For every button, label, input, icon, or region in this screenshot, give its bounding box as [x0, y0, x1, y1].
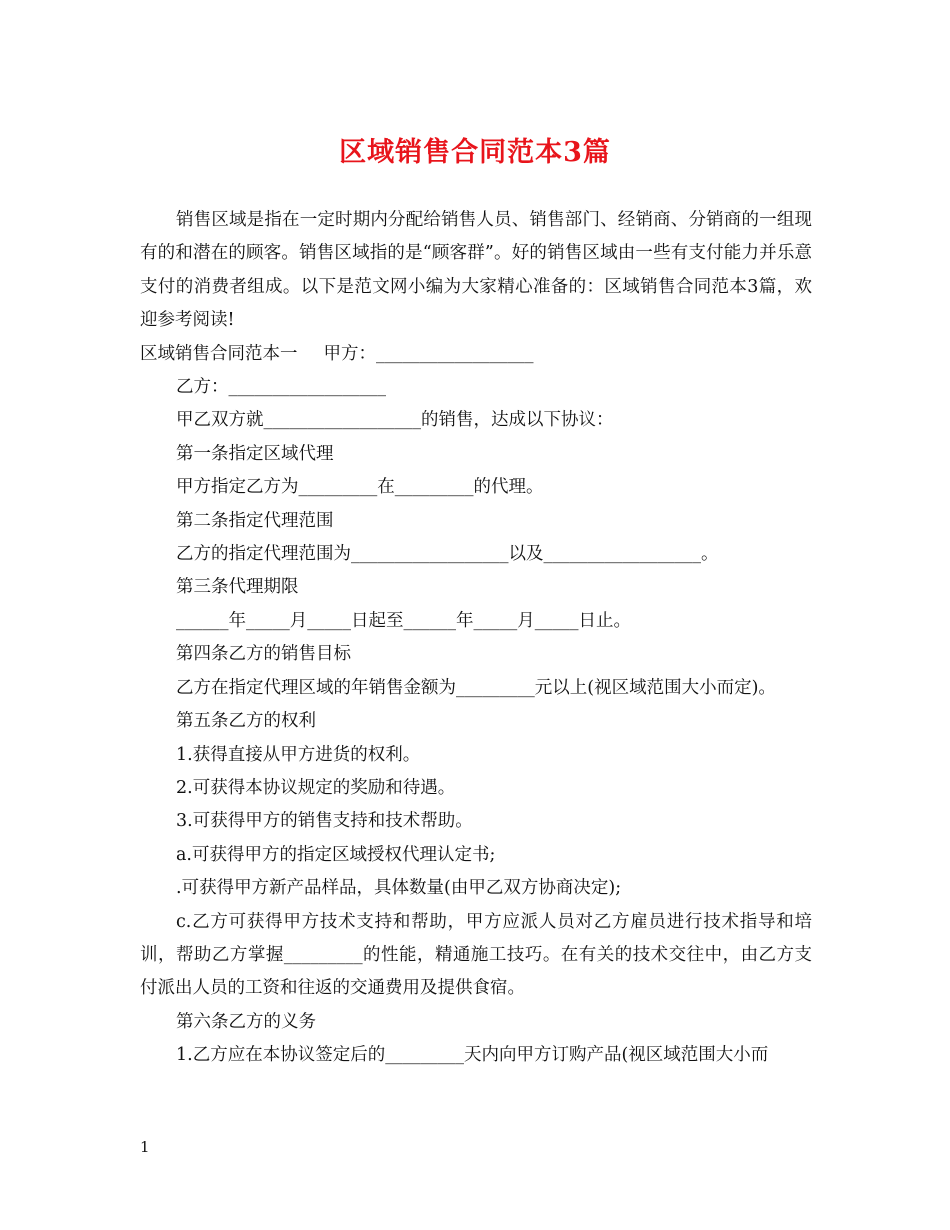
article-4-text: 乙方在指定代理区域的年销售金额为_________元以上(视区域范围大小而定)。 — [176, 677, 776, 698]
article-3-text: ______年_____月_____日起至______年_____月_____日止。 — [176, 610, 631, 631]
article-1-text: 甲方指定乙方为_________在_________的代理。 — [176, 477, 544, 498]
document-body — [140, 204, 812, 1073]
section-heading: 区域销售合同范本一 — [140, 343, 298, 364]
article-2-text: 乙方的指定代理范围为__________________以及__________________。 — [176, 544, 719, 565]
article-4-title: 第四条乙方的销售目标 — [176, 644, 351, 665]
right-2: 2.可获得本协议规定的奖励和待遇。 — [176, 777, 456, 798]
duty-1: 1.乙方应在本协议签定后的_________天内向甲方订购产品(视区域范围大小而 — [176, 1045, 769, 1066]
right-1: 1.获得直接从甲方进货的权利。 — [176, 744, 421, 765]
article-2-title: 第二条指定代理范围 — [176, 510, 334, 531]
document-title: 区域销售合同范本3篇 — [339, 137, 611, 168]
party-b-line: 乙方：__________________ — [176, 377, 386, 398]
article-3-title: 第三条代理期限 — [176, 577, 299, 598]
intro-paragraph: 销售区域是指在一定时期内分配给销售人员、销售部门、经销商、分销商的一组现有的和潜在的顾客。销售区域指的是“顾客群”。好的销售区域由一些有支付能力并乐意支付的消费者组成。以下是范文网小编为大家精心准备的：区域销售合同范本3篇，欢迎参考阅读! — [140, 210, 812, 331]
right-3c: c.乙方可获得甲方技术支持和帮助，甲方应派人员对乙方雇员进行技术指导和培训，帮助乙方掌握_________的性能，精通施工技巧。在有关的技术交往中，由乙方支付派出人员的工资和往返的交通费用及提供食宿。 — [140, 911, 812, 999]
right-3: 3.可获得甲方的销售支持和技术帮助。 — [176, 811, 473, 832]
article-6-title: 第六条乙方的义务 — [176, 1011, 316, 1032]
right-3b: .可获得甲方新产品样品，具体数量(由甲乙双方协商决定); — [176, 878, 622, 899]
page-number: 1 — [140, 1138, 150, 1156]
section-heading-line — [140, 338, 812, 371]
party-a-line: 甲方：__________________ — [323, 343, 534, 364]
article-5-title: 第五条乙方的权利 — [176, 711, 316, 732]
article-1-title: 第一条指定区域代理 — [176, 443, 334, 464]
agreement-line: 甲乙双方就__________________的销售，达成以下协议： — [176, 410, 614, 431]
right-3a: a.可获得甲方的指定区域授权代理认定书; — [176, 844, 496, 865]
